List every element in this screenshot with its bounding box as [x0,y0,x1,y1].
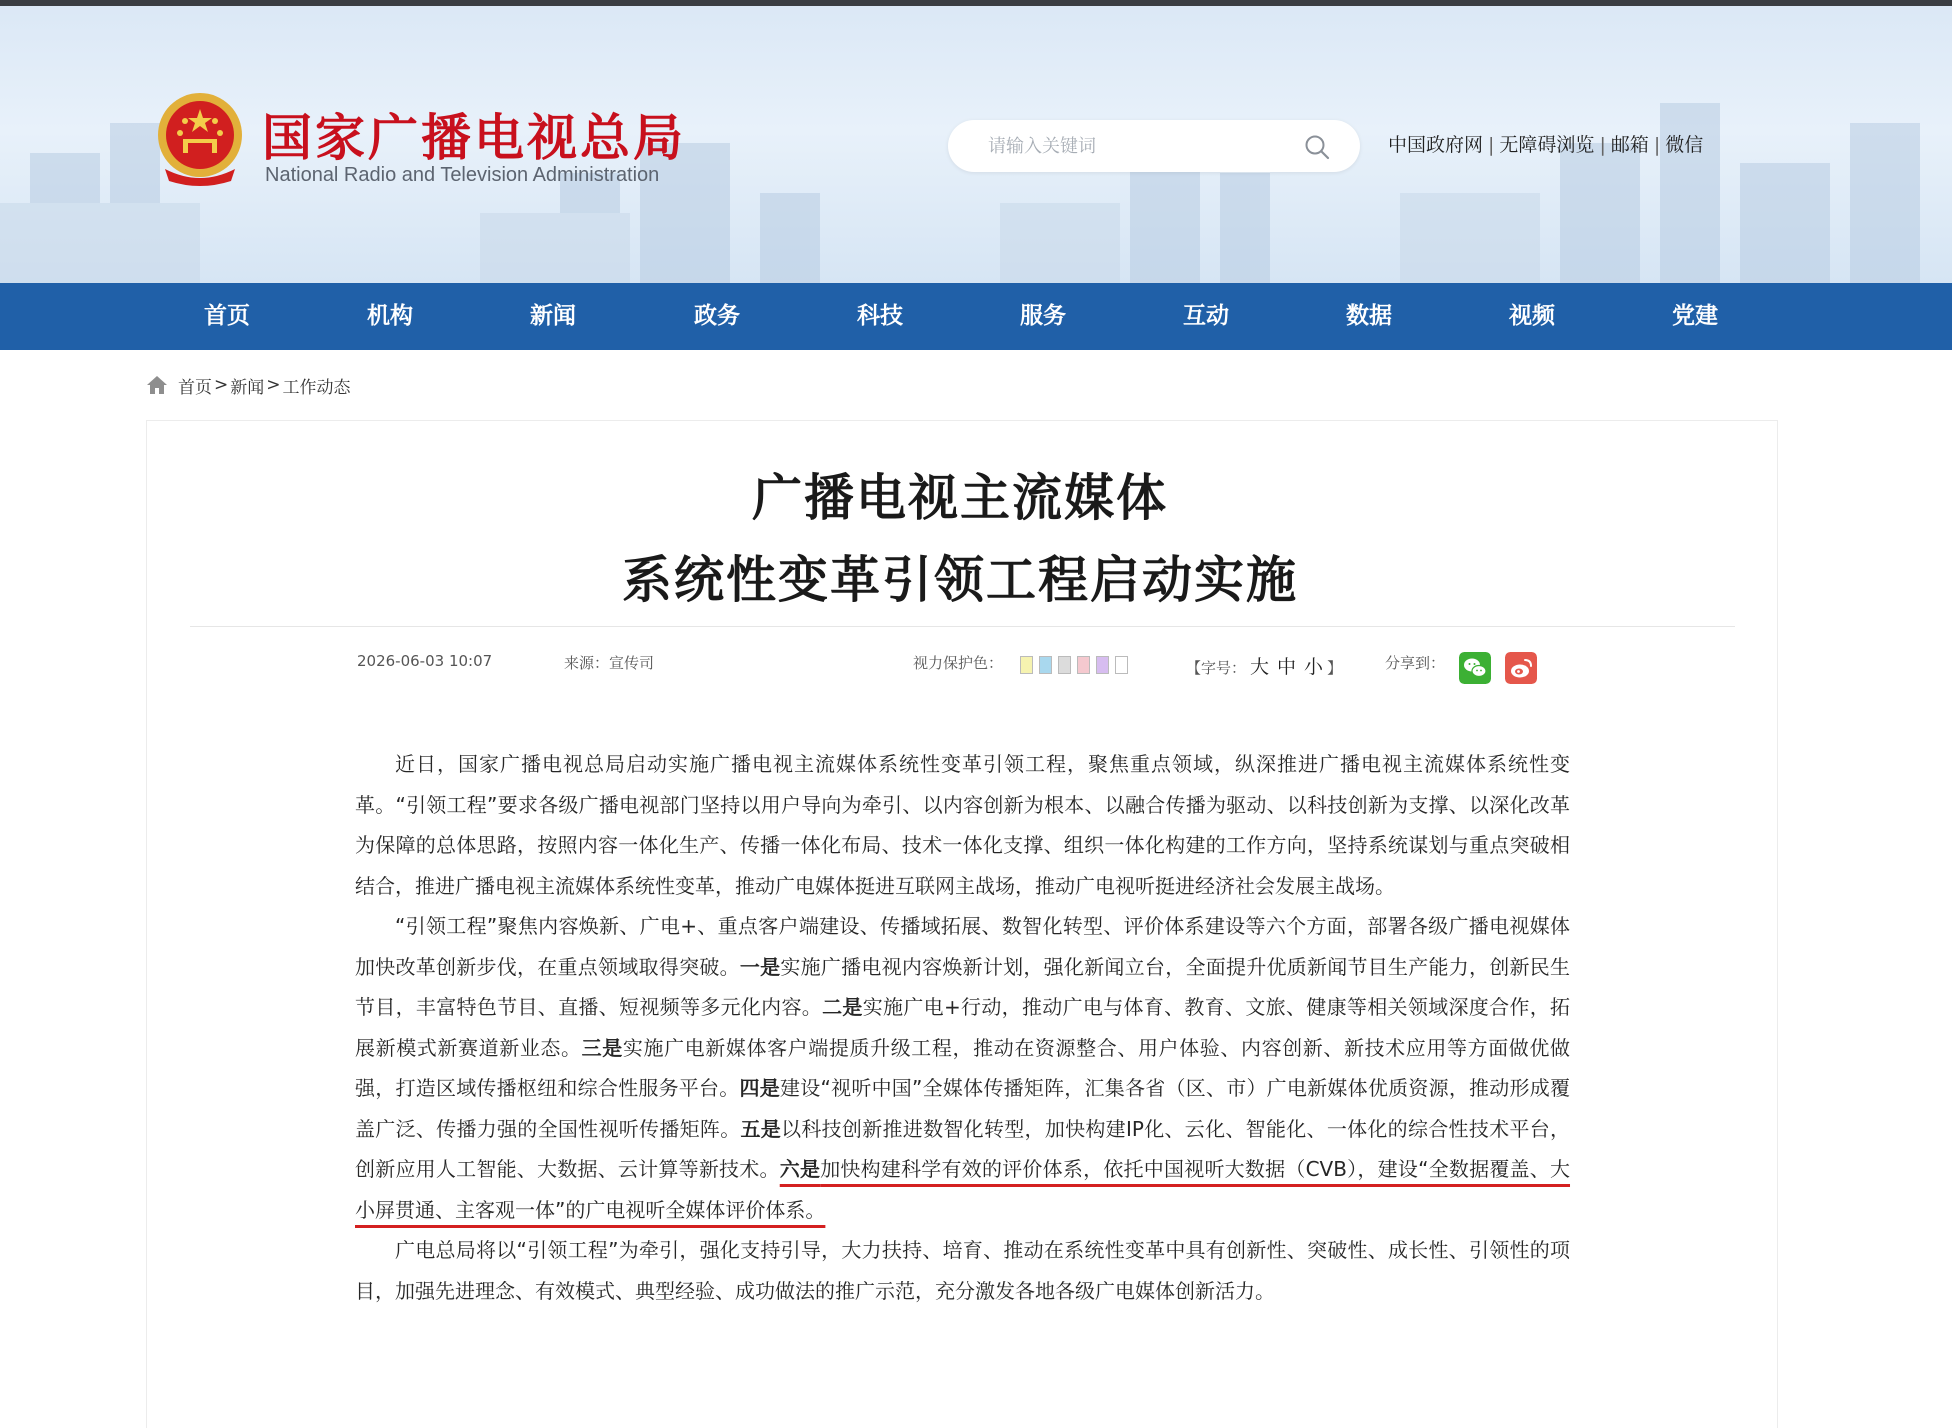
national-emblem-icon [155,91,245,187]
site-title-cn[interactable]: 国家广播电视总局 [262,109,686,167]
link-gov[interactable]: 中国政府网 [1388,134,1484,156]
link-separator: | [1599,134,1606,156]
font-size-large[interactable]: 大 [1250,656,1270,678]
p2-point-1: 实施广播电视内容焕新计划，强化新闻立台，全面提升优质新闻节目生产能力，创新民生节目，丰富特色节目、直播、短视频等多元化内容。 [355,954,1571,1019]
eye-care-swatch-blue[interactable] [1039,656,1052,674]
weibo-share-icon[interactable] [1505,652,1537,684]
eye-care-swatch-yellow[interactable] [1020,656,1033,674]
article-source: 来源：宣传司 [564,654,655,672]
p2-point-3: 实施广电新媒体客户端提质升级工程，推动在资源整合、用户体验、内容创新、新技术应用等方面做优做强，打造区域传播枢纽和综合性服务平台。 [355,1035,1571,1100]
site-header [0,6,1952,283]
breadcrumb-work-updates[interactable]: 工作动态 [282,377,351,398]
link-wechat[interactable]: 微信 [1665,134,1704,156]
eye-care-swatch-white[interactable] [1115,656,1128,674]
nav-party-building[interactable]: 党建 [1672,303,1718,329]
p2-point-1-label: 一是 [739,954,781,979]
breadcrumb-home[interactable]: 首页 [178,377,212,398]
eye-care-swatch-gray[interactable] [1058,656,1071,674]
nav-government-affairs[interactable]: 政务 [694,303,740,329]
link-accessibility[interactable]: 无障碍浏览 [1499,134,1595,156]
p2-intro: “引领工程”聚焦内容焕新、广电+、重点客户端建设、传播域拓展、数智化转型、评价体系建设等六个方面，部署各级广播电视媒体加快改革创新步伐，在重点领域取得突破。 [355,914,1570,979]
p2-point-3-label: 三是 [581,1035,623,1060]
nav-organization[interactable]: 机构 [367,303,413,329]
article-title-line1: 广播电视主流媒体 [752,469,1168,527]
article-paragraph-2 [355,906,1570,1230]
article-body [355,744,1570,1311]
article-paragraph-1: 近日，国家广播电视总局启动实施广播电视主流媒体系统性变革引领工程，聚焦重点领域，纵深推进广播电视主流媒体系统性变革。“引领工程”要求各级广播电视部门坚持以用户导向为牵引、以内容创新为根本、以融合传播为驱动、以科技创新为支撑、以深化改革为保障的总体思路，按照内容一体化生产、传播一体化布局、技术一体化支撑、组织一体化构建的工作方向，坚持系统谋划与重点突破相结合，推进广播电视主流媒体系统性变革，推动广电媒体挺进互联网主战场，推动广电视听挺进经济社会发展主战场。 [355,752,1570,898]
main-nav [0,283,1952,350]
font-size-control [1186,652,1342,679]
article-title-line2: 系统性变革引领工程启动实施 [622,551,1298,609]
nav-home[interactable]: 首页 [204,303,250,329]
breadcrumb-news[interactable]: 新闻 [230,377,265,398]
p2-point-2: 实施广电+行动，推动广电与体育、教育、文旅、健康等相关领域深度合作，拓展新模式新赛道新业态。 [355,995,1570,1060]
p2-point-2-label: 二是 [822,995,863,1019]
breadcrumb-separator: > [214,375,229,395]
wechat-share-icon[interactable] [1459,652,1491,684]
font-size-close: 】 [1327,659,1343,677]
eye-care-swatch-purple[interactable] [1096,656,1109,674]
p2-point-6-label: 六是 [779,1157,821,1181]
link-mailbox[interactable]: 邮箱 [1610,134,1649,156]
p2-point-5-label: 五是 [740,1116,782,1141]
nav-services[interactable]: 服务 [1020,303,1066,329]
article-date: 2026-06-03 10:07 [357,652,493,670]
nav-technology[interactable]: 科技 [857,303,903,329]
search-icon[interactable] [1304,134,1330,160]
font-size-medium[interactable]: 中 [1277,656,1297,678]
eye-care-label: 视力保护色： [913,654,1004,672]
nav-interaction[interactable]: 互动 [1183,303,1229,329]
breadcrumb-separator: > [266,375,281,395]
p2-point-4-label: 四是 [739,1076,781,1100]
article-paragraph-3: 广电总局将以“引领工程”为牵引，强化支持引导，大力扶持、培育、推动在系统性变革中具有创新性、突破性、成长性、引领性的项目，加强先进理念、有效模式、典型经验、成功做法的推广示范，充分激发各地各级广电媒体创新活力。 [355,1238,1570,1303]
breadcrumb [146,372,351,398]
quick-links [1388,130,1703,157]
p2-point-6: 加快构建科学有效的评价体系，依托中国视听大数据（CVB），建设“全数据覆盖、大小屏贯通、主客观一体”的广电视听全媒体评价体系。 [355,1157,1571,1222]
link-separator: | [1488,134,1495,156]
share-label: 分享到： [1385,654,1446,672]
eye-care-swatch-pink[interactable] [1077,656,1090,674]
search-box [948,120,1360,172]
font-size-label: 【字号： [1186,659,1247,677]
nav-video[interactable]: 视频 [1509,303,1555,329]
title-divider [190,626,1735,627]
search-input[interactable] [988,130,1288,162]
nav-news[interactable]: 新闻 [530,303,576,329]
font-size-small[interactable]: 小 [1304,656,1324,678]
home-icon[interactable] [146,375,168,395]
p2-point-5: 以科技创新推进数智化转型，加快构建IP化、云化、智能化、一体化的综合性技术平台，创新应用人工智能、大数据、云计算等新技术。 [355,1116,1570,1181]
p2-point-4: 建设“视听中国”全媒体传播矩阵，汇集各省（区、市）广电新媒体优质资源，推动形成覆盖广泛、传播力强的全国性视听传播矩阵。 [355,1076,1571,1141]
site-title-en: National Radio and Television Administration [265,164,660,186]
link-separator: | [1653,134,1661,156]
nav-data[interactable]: 数据 [1346,303,1392,329]
